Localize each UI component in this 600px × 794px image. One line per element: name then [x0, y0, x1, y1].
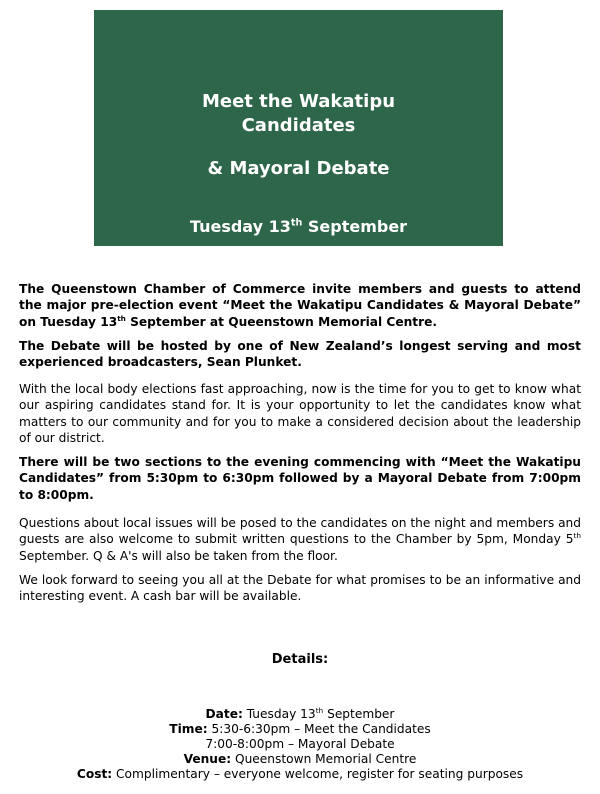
- event-banner: [94, 10, 503, 246]
- details-venue: [0, 752, 600, 767]
- date-value-month: September: [323, 707, 395, 721]
- intro-text-a: The Queenstown Chamber of Commerce invite members and guests to attend the major pre-election event “Meet the Wakatipu Candidates & Mayoral Debate” on Tuesday 13: [19, 282, 581, 329]
- details-date: [0, 707, 600, 722]
- cost-label: Cost:: [76, 767, 113, 781]
- cost-value: Complimentary – everyone welcome, register for seating purposes: [112, 767, 524, 781]
- date-label: Date:: [205, 707, 243, 721]
- details-time-2: 7:00-8:00pm – Mayoral Debate: [205, 737, 395, 751]
- details-block: [0, 707, 600, 782]
- details-heading: Details:: [271, 652, 329, 667]
- intro-paragraph: [19, 281, 581, 330]
- questions-text-a: Questions about local issues will be posed to the candidates on the night and members and guests are also welcome to submit written questions to the Chamber by 5pm, Monday 5: [19, 516, 581, 547]
- intro-sup: th: [117, 313, 126, 323]
- banner-title: [94, 90, 503, 138]
- date-value: Tuesday 13: [242, 707, 316, 721]
- host-paragraph: The Debate will be hosted by one of New Zealand’s longest serving and most experienced broadcasters, Sean Plunket.: [19, 339, 581, 370]
- questions-text-b: September. Q & A's will also be taken from the floor.: [19, 548, 338, 563]
- banner-date-month: September: [302, 217, 408, 236]
- details-cost: [0, 767, 600, 782]
- details-time: [0, 722, 600, 737]
- banner-title-line-1: Meet the Wakatipu: [201, 91, 396, 112]
- venue-value: Queenstown Memorial Centre: [231, 752, 417, 766]
- time-value-1: 5:30-6:30pm – Meet the Candidates: [207, 722, 431, 736]
- elections-paragraph: With the local body elections fast approaching, now is the time for you to get to know what our aspiring candidates stand for. It is your opportunity to let the candidates know what matters to our community and for you to make a considered decision about the leadership of our district.: [19, 382, 581, 446]
- date-value-sup: th: [315, 705, 324, 715]
- time-label: Time:: [169, 722, 208, 736]
- banner-date-sup: th: [290, 217, 303, 229]
- schedule-paragraph: There will be two sections to the evening commencing with “Meet the Wakatipu Candidates” from 5:30pm to 6:30pm followed by a Mayoral Debate from 7:00pm to 8:00pm.: [19, 455, 581, 502]
- banner-date: [94, 216, 503, 238]
- banner-subtitle: & Mayoral Debate: [207, 158, 390, 179]
- banner-date-text: Tuesday 13: [189, 217, 291, 236]
- intro-text-b: September at Queenstown Memorial Centre.: [125, 314, 438, 329]
- questions-sup: th: [573, 531, 581, 541]
- venue-label: Venue:: [183, 752, 232, 766]
- questions-paragraph: [19, 515, 581, 564]
- closing-paragraph: We look forward to seeing you all at the Debate for what promises to be an informative and interesting event. A cash bar will be available.: [19, 573, 581, 604]
- banner-title-line-2: Candidates: [241, 115, 356, 136]
